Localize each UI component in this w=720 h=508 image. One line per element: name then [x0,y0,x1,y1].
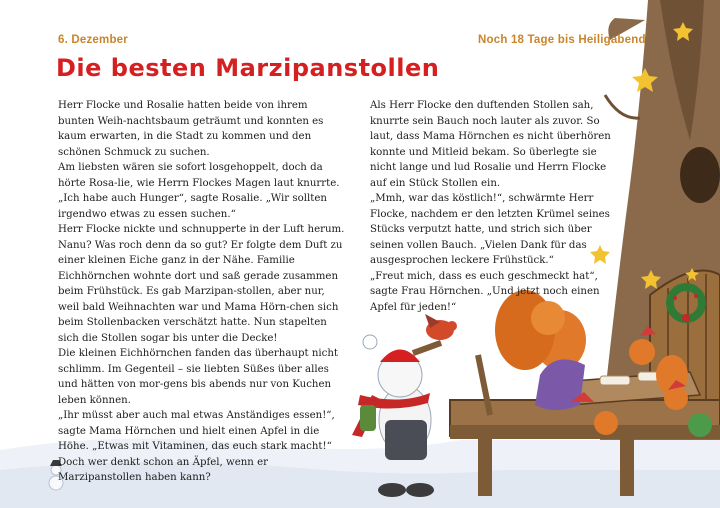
paragraph: „Mmh, war das köstlich!“, schwärmte Herr Flocke, nachdem er den letzten Krümel seines Stücks verputzt hatte, und strich sich über seinen vollen Bauch. „Vielen Dank für das ausgesprochen leckere Frühstück.“ [370,193,610,266]
paragraph: „Ihr müsst aber auch mal etwas Anständiges essen!“, sagte Mama Hörnchen und hielt einen Apfel in die Höhe. „Etwas mit Vitaminen, das euch stark macht!“ [58,410,335,452]
paragraph: Am liebsten wären sie sofort losgehoppelt, doch da hörte Rosa-lie, wie Herrn Flockes Magen laut knurrte. „Ich habe auch Hunger“, sagte Rosalie. „Wir sollten irgendwo etwas zu essen suchen.“ [58,162,340,220]
page-title: Die besten Marzipanstollen [56,54,440,82]
paragraph: Herr Flocke und Rosalie hatten beide von ihrem bunten Weih-nachtsbaum geträumt und konnten es kaum erwarten, in die Stadt zu kommen und den schönen Schmuck zu suchen. [58,100,324,158]
paragraph: „Freut mich, dass es euch geschmeckt hat“, sagte Frau Hörnchen. „Und jetzt noch einen Apfel für jeden!“ [370,270,600,313]
left-text-column [58,98,346,486]
right-text-column [370,98,618,315]
paragraph: Doch wer denkt schon an Äpfel, wenn er Marzipanstollen haben kann? [58,456,269,483]
paragraph: Herr Flocke nickte und schnupperte in der Luft herum. Nanu? Was roch denn da so gut? Er folgte dem Duft zu einer kleinen Eiche ganz in der Nähe. Familie Eichhörnchen wohnte dort und saß gerade zusammen beim Frühstück. Es gab Marzipan-stollen, aber nur, weil bald Weihnachten war und Mama Hörn-chen sich beim Stollenbacken verschätzt hatte. Nun stapelten sich die Stollen sogar bis unter die Decke! [58,224,345,344]
countdown-header: Noch 18 Tage bis Heiligabend [478,34,646,46]
chapter-date: 6. Dezember [58,34,128,46]
paragraph: Als Herr Flocke den duftenden Stollen sah, knurrte sein Bauch noch lauter als zuvor. So laut, dass Mama Hörnchen es nicht überhören konnte und Mitleid bekam. So überlegte sie nicht lange und lud Rosalie und Herrn Flocke auf ein Stück Stollen ein. [370,100,611,189]
paragraph: Die kleinen Eichhörnchen fanden das überhaupt nicht schlimm. Im Gegenteil – sie liebten Süßes über alles und hätten von mor-gens bis abends nur von Kuchen leben können. [58,348,339,406]
